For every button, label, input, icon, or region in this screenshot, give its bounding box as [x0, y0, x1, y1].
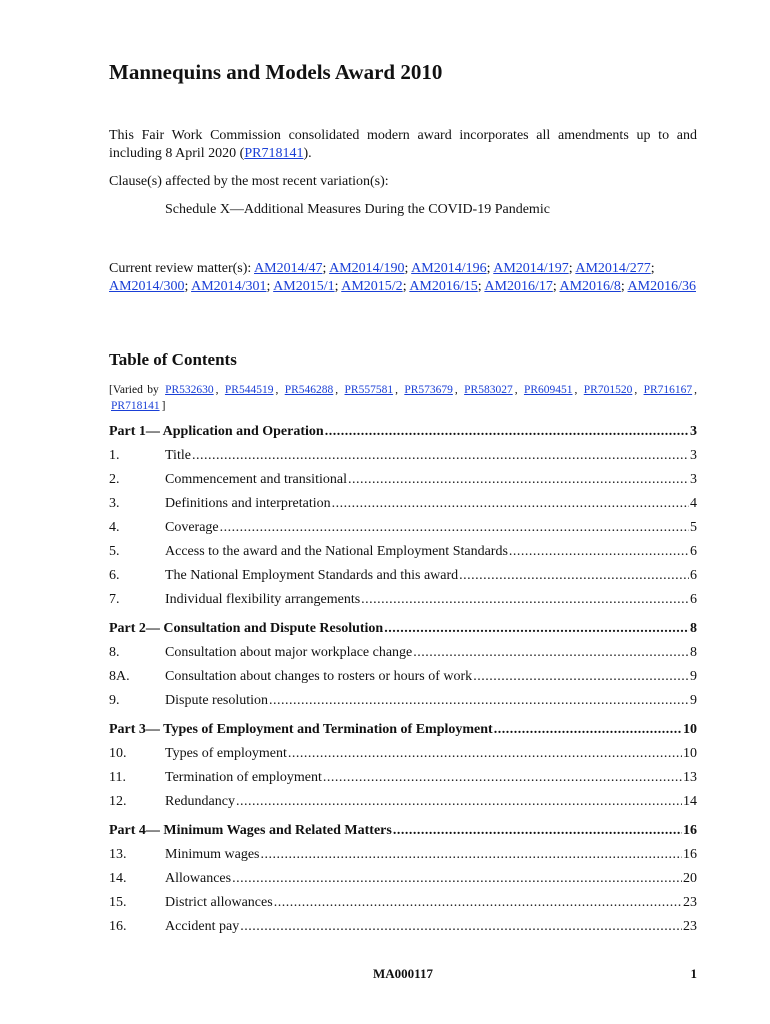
toc-entry-number: 14. [109, 871, 127, 886]
toc-entry-page: 3 [690, 472, 697, 487]
toc-entry-page: 13 [683, 770, 697, 785]
toc-part-entry[interactable] [109, 822, 697, 840]
toc-part-entry[interactable] [109, 423, 697, 441]
toc-clause-entry[interactable] [109, 894, 697, 912]
toc-entry-number: 12. [109, 794, 127, 809]
toc-entry-page: 20 [683, 871, 697, 886]
toc-clause-entry[interactable] [109, 567, 697, 585]
footer-page-number: 1 [690, 966, 697, 981]
separator: , [215, 384, 223, 396]
separator: ; [322, 261, 330, 276]
separator: ; [184, 279, 192, 294]
toc-clause-entry[interactable] [109, 543, 697, 561]
review-matter-link[interactable]: AM2016/36 [627, 279, 696, 294]
toc-dot-leader [323, 769, 682, 787]
toc-entry-number: 11. [109, 770, 126, 785]
review-matter-link[interactable]: AM2014/190 [329, 261, 405, 276]
separator: , [514, 384, 522, 396]
toc-entry-page: 3 [690, 424, 697, 439]
toc-clause-entry[interactable] [109, 745, 697, 763]
toc-part-entry[interactable] [109, 721, 697, 739]
toc-clause-entry[interactable] [109, 769, 697, 787]
varied-by-link[interactable]: PR583027 [464, 384, 513, 396]
toc-entry-number: 1. [109, 448, 120, 463]
review-matter-link[interactable]: AM2014/301 [191, 279, 267, 294]
separator: ; [404, 261, 412, 276]
toc-entry-title: Part 4— Minimum Wages and Related Matters [109, 823, 392, 838]
footer-award-code: MA000117 [373, 966, 433, 981]
toc-dot-leader [236, 793, 682, 811]
intro-text-end: ). [303, 146, 312, 161]
toc-clause-entry[interactable] [109, 846, 697, 864]
toc-clause-entry[interactable] [109, 471, 697, 489]
toc-entry-title: Definitions and interpretation [165, 496, 331, 511]
toc-entry-number: 3. [109, 496, 120, 511]
toc-entry-title: Dispute resolution [165, 693, 269, 708]
toc-entry-title: Title [165, 448, 191, 463]
toc-entry-page: 23 [683, 919, 697, 934]
toc-entry-page: 8 [690, 645, 697, 660]
separator: ; [552, 279, 560, 294]
separator: , [634, 384, 642, 396]
toc-heading: Table of Contents [109, 350, 237, 369]
toc-entry-number: 8A. [109, 669, 130, 684]
toc-dot-leader [361, 591, 689, 609]
toc-entry-number: 4. [109, 520, 120, 535]
toc-entry-title: Termination of employment [165, 770, 322, 785]
review-matter-link[interactable]: AM2014/197 [493, 261, 569, 276]
toc-clause-entry[interactable] [109, 644, 697, 662]
toc-clause-entry[interactable] [109, 591, 697, 609]
toc-dot-leader [288, 745, 682, 763]
toc-entry-title: Types of employment [165, 746, 287, 761]
clauses-affected-label: Clause(s) affected by the most recent variation(s): [109, 174, 389, 189]
separator: , [454, 384, 463, 396]
review-matter-link[interactable]: AM2016/15 [409, 279, 478, 294]
review-matters [109, 260, 697, 296]
toc-dot-leader [348, 471, 689, 489]
toc-entry-page: 14 [683, 794, 697, 809]
clause-affected-item: Schedule X—Additional Measures During the COVID-19 Pandemic [165, 202, 550, 217]
toc-dot-leader [261, 846, 683, 864]
toc-clause-entry[interactable] [109, 447, 697, 465]
review-matter-link[interactable]: AM2016/8 [559, 279, 621, 294]
varied-by-list [109, 382, 697, 414]
separator: , [275, 384, 283, 396]
toc-dot-leader [393, 822, 682, 840]
toc-entry-page: 10 [683, 746, 697, 761]
toc-entry-page: 16 [683, 847, 697, 862]
varied-by-link[interactable]: PR544519 [224, 384, 274, 396]
toc-clause-entry[interactable] [109, 918, 697, 936]
toc-entry-page: 4 [690, 496, 697, 511]
toc-clause-entry[interactable] [109, 495, 697, 513]
intro-link-pr[interactable]: PR718141 [244, 146, 304, 161]
toc-entry-title: The National Employment Standards and this award [165, 568, 459, 583]
toc-entry-page: 10 [683, 722, 697, 737]
toc-dot-leader [459, 567, 689, 585]
toc-clause-entry[interactable] [109, 519, 697, 537]
toc-clause-entry[interactable] [109, 793, 697, 811]
toc-entry-page: 5 [690, 520, 697, 535]
review-matter-link[interactable]: AM2014/196 [411, 261, 487, 276]
separator: , [694, 384, 698, 396]
separator: ; [477, 279, 485, 294]
toc-dot-leader [269, 692, 689, 710]
toc-dot-leader [413, 644, 689, 662]
separator: ; [568, 261, 576, 276]
toc-entry-title: Commencement and transitional [165, 472, 347, 487]
toc-entry-page: 8 [690, 621, 697, 636]
toc-entry-title: Consultation about changes to rosters or hours of work [165, 669, 473, 684]
toc-part-entry[interactable] [109, 620, 697, 638]
toc-entry-number: 8. [109, 645, 120, 660]
toc-entry-number: 5. [109, 544, 120, 559]
varied-label: [Varied by [109, 384, 159, 396]
separator: ; [486, 261, 494, 276]
review-label: Current review matter(s): [109, 261, 252, 276]
varied-close: ] [161, 400, 166, 412]
toc-entry-number: 13. [109, 847, 127, 862]
toc-entry-number: 2. [109, 472, 120, 487]
toc-entry-title: District allowances [165, 895, 273, 910]
toc-entry-title: Part 2— Consultation and Dispute Resolution [109, 621, 384, 636]
varied-links [109, 384, 697, 412]
toc-dot-leader [509, 543, 689, 561]
toc-entry-page: 9 [690, 669, 697, 684]
toc-dot-leader [473, 668, 689, 686]
toc-dot-leader [232, 870, 682, 888]
review-matter-link[interactable]: AM2014/47 [254, 261, 323, 276]
toc-entry-number: 16. [109, 919, 127, 934]
separator: , [395, 384, 403, 396]
toc-entry-number: 15. [109, 895, 127, 910]
varied-by-link[interactable]: PR718141 [111, 400, 160, 412]
toc-entry-title: Redundancy [165, 794, 235, 809]
toc-entry-title: Part 3— Types of Employment and Termination of Employment [109, 722, 493, 737]
varied-by-link[interactable]: PR557581 [344, 384, 394, 396]
toc-entry-title: Minimum wages [165, 847, 260, 862]
toc-dot-leader [274, 894, 682, 912]
toc-entry-page: 6 [690, 568, 697, 583]
varied-by-link[interactable]: PR716167 [643, 384, 693, 396]
toc-entry-page: 6 [690, 592, 697, 607]
toc-dot-leader [192, 447, 689, 465]
varied-by-link[interactable]: PR532630 [165, 384, 214, 396]
toc-entry-title: Individual flexibility arrangements [165, 592, 361, 607]
intro-text: This Fair Work Commission consolidated modern award incorporates all amendments up to and including 8 April 2020 ( [109, 128, 697, 161]
review-matter-link[interactable]: AM2015/2 [341, 279, 403, 294]
toc-entry-title: Allowances [165, 871, 232, 886]
toc-dot-leader [325, 423, 689, 441]
separator: ; [334, 279, 342, 294]
toc-clause-entry[interactable] [109, 870, 697, 888]
toc-dot-leader [384, 620, 689, 638]
toc-dot-leader [332, 495, 689, 513]
toc-entry-title: Part 1— Application and Operation [109, 424, 324, 439]
toc-entry-page: 3 [690, 448, 697, 463]
toc-entry-number: 9. [109, 693, 120, 708]
toc-entry-title: Consultation about major workplace change [165, 645, 413, 660]
separator: ; [266, 279, 274, 294]
toc-entry-number: 10. [109, 746, 127, 761]
separator: , [574, 384, 582, 396]
toc-entry-page: 6 [690, 544, 697, 559]
separator: ; [620, 279, 628, 294]
intro-paragraph [109, 127, 697, 163]
toc-entry-number: 6. [109, 568, 120, 583]
review-matter-link[interactable]: AM2015/1 [273, 279, 335, 294]
toc-clause-entry[interactable] [109, 692, 697, 710]
review-matter-link[interactable]: AM2014/277 [575, 261, 651, 276]
toc-entry-page: 16 [683, 823, 697, 838]
document-title: Mannequins and Models Award 2010 [109, 60, 443, 84]
separator: , [335, 384, 343, 396]
toc-clause-entry[interactable] [109, 668, 697, 686]
varied-by-link[interactable]: PR609451 [523, 384, 573, 396]
varied-by-link[interactable]: PR573679 [404, 384, 453, 396]
toc-entry-title: Access to the award and the National Employment Standards [165, 544, 508, 559]
review-matter-link[interactable]: AM2016/17 [484, 279, 553, 294]
toc-dot-leader [494, 721, 682, 739]
toc-dot-leader [240, 918, 682, 936]
toc-entry-number: 7. [109, 592, 120, 607]
toc-entry-page: 23 [683, 895, 697, 910]
review-matter-link[interactable]: AM2014/300 [109, 279, 185, 294]
separator: ; [402, 279, 410, 294]
separator: ; [650, 261, 655, 276]
varied-by-link[interactable]: PR546288 [284, 384, 334, 396]
varied-by-link[interactable]: PR701520 [583, 384, 633, 396]
toc-entry-page: 9 [690, 693, 697, 708]
toc-entry-title: Accident pay [165, 919, 240, 934]
toc-entry-title: Coverage [165, 520, 219, 535]
toc-dot-leader [220, 519, 689, 537]
